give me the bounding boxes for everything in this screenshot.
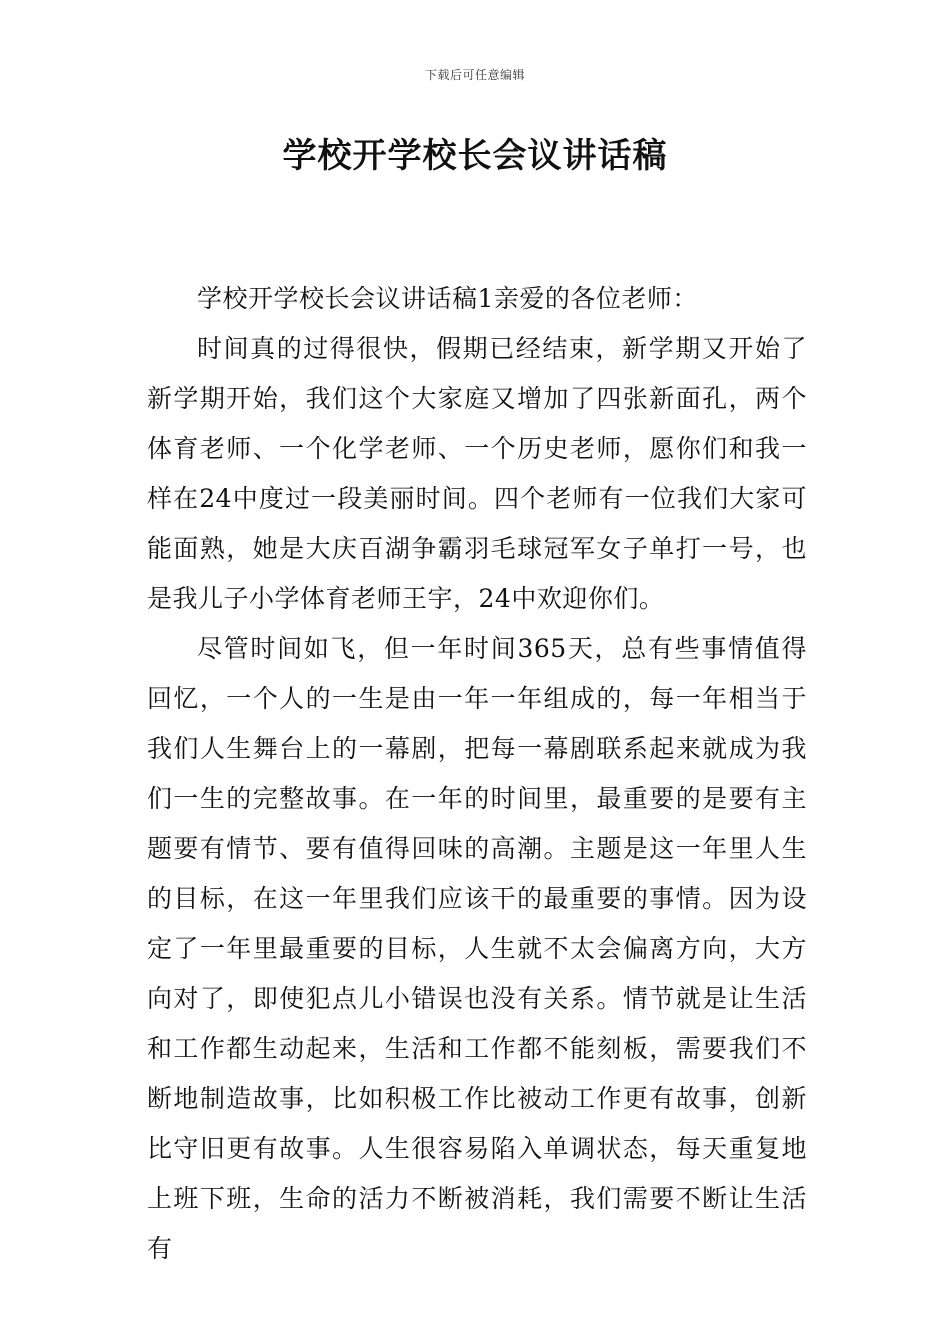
document-body xyxy=(147,274,807,1274)
paragraph-1: 时间真的过得很快，假期已经结束，新学期又开始了新学期开始，我们这个大家庭又增加了四张新面孔，两个体育老师、一个化学老师、一个历史老师，愿你们和我一样在24中度过一段美丽时间。四个老师有一位我们大家可能面熟，她是大庆百湖争霸羽毛球冠军女子单打一号，也是我儿子小学体育老师王宇，24中欢迎你们。 xyxy=(147,334,807,613)
header-note: 下载后可任意编辑 xyxy=(424,68,525,82)
paragraph-2: 尽管时间如飞，但一年时间365天，总有些事情值得回忆，一个人的一生是由一年一年组成的，每一年相当于我们人生舞台上的一幕剧，把每一幕剧联系起来就成为我们一生的完整故事。在一年的时间里，最重要的是要有主题要有情节、要有值得回味的高潮。主题是这一年里人生的目标，在这一年里我们应该干的最重要的事情。因为设定了一年里最重要的目标，人生就不太会偏离方向，大方向对了，即使犯点儿小错误也没有关系。情节就是让生活和工作都生动起来，生活和工作都不能刻板，需要我们不断地制造故事，比如积极工作比被动工作更有故事，创新比守旧更有故事。人生很容易陷入单调状态，每天重复地上班下班，生命的活力不断被消耗，我们需要不断让生活有 xyxy=(147,634,807,1263)
paragraph-salutation: 学校开学校长会议讲话稿1亲爱的各位老师： xyxy=(197,284,698,313)
document-title: 学校开学校长会议讲话稿 xyxy=(282,136,668,176)
